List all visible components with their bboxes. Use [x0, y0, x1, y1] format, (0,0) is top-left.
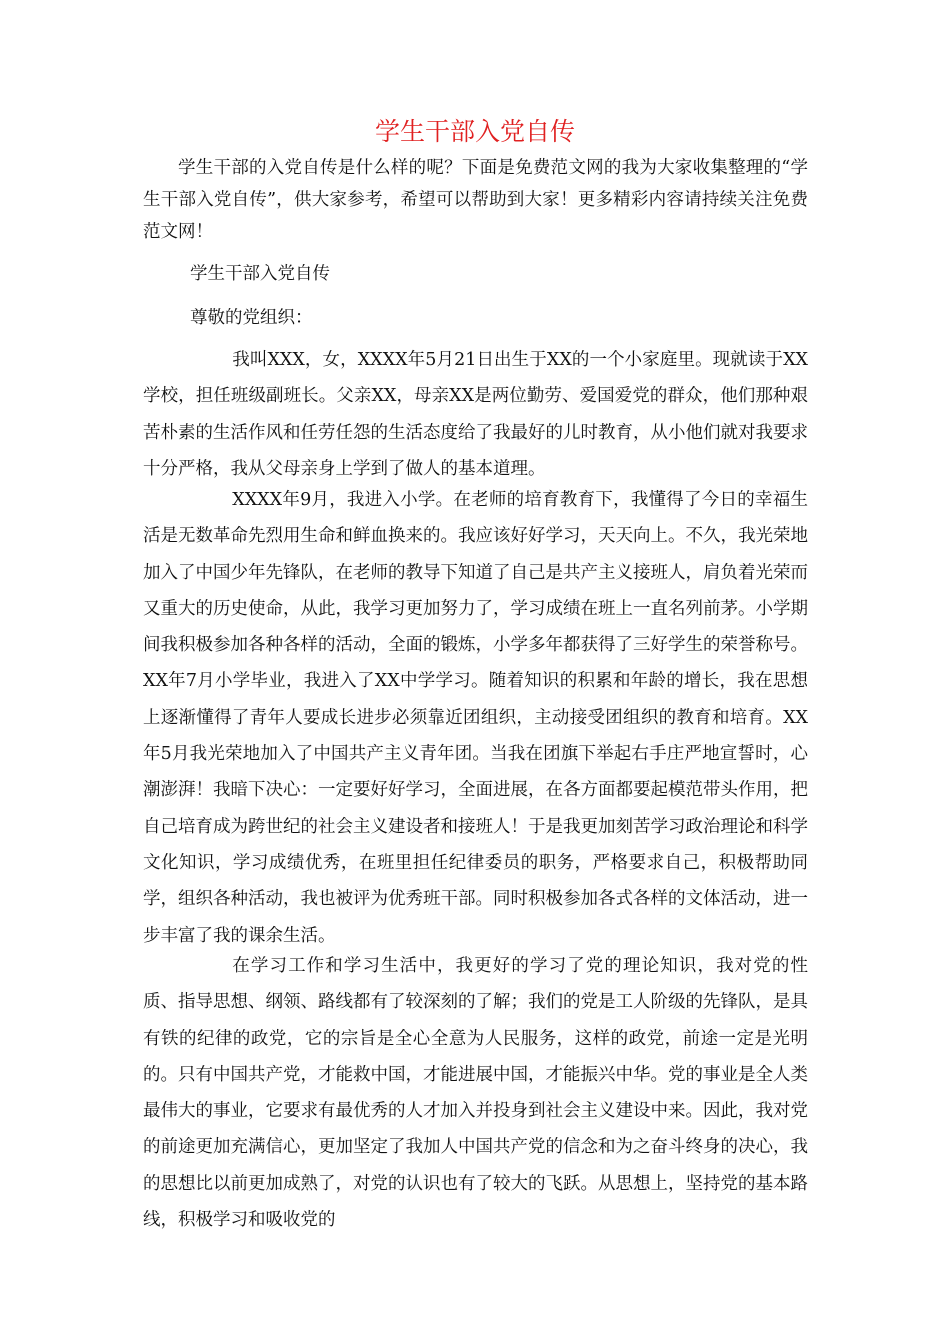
essay-heading: 学生干部入党自传: [190, 264, 330, 284]
body-paragraph: 我叫XXX，女，XXXX年5月21日出生于XX的一个小家庭里。现就读于XX学校，担任班级副班长。父亲XX，母亲XX是两位勤劳、爱国爱党的群众，他们那种艰苦朴素的生活作风和任劳任怨的生活态度给了我最好的儿时教育，从小他们就对我要求十分严格，我从父母亲身上学到了做人的基本道理。: [143, 350, 808, 479]
body-paragraph: XXXX年9月，我进入小学。在老师的培育教育下，我懂得了今日的幸福生活是无数革命先烈用生命和鲜血换来的。我应该好好学习，天天向上。不久，我光荣地加入了中国少年先锋队，在老师的教导下知道了自己是共产主义接班人，肩负着光荣而又重大的历史使命，从此，我学习更加努力了，学习成绩在班上一直名列前茅。小学期间我积极参加各种各样的活动，全面的锻炼，小学多年都获得了三好学生的荣誉称号。XX年7月小学毕业，我进入了XX中学学习。随着知识的积累和年龄的增长，我在思想上逐渐懂得了青年人要成长进步必须靠近团组织，主动接受团组织的教育和培育。XX年5月我光荣地加入了中国共产主义青年团。当我在团旗下举起右手庄严地宣誓时，心潮澎湃！我暗下决心：一定要好好学习，全面进展，在各方面都要起模范带头作用，把自己培育成为跨世纪的社会主义建设者和接班人！于是我更加刻苦学习政治理论和科学文化知识，学习成绩优秀，在班里担任纪律委员的职务，严格要求自己，积极帮助同学，组织各种活动，我也被评为优秀班干部。同时积极参加各式各样的文体活动，进一步丰富了我的课余生活。: [143, 490, 808, 946]
document-title: 学生干部入党自传: [374, 117, 575, 146]
body-paragraph: 在学习工作和学习生活中，我更好的学习了党的理论知识，我对党的性质、指导思想、纲领、路线都有了较深刻的了解；我们的党是工人阶级的先锋队，是具有铁的纪律的政党，它的宗旨是全心全意为人民服务，这样的政党，前途一定是光明的。只有中国共产党，才能救中国，才能进展中国，才能振兴中华。党的事业是全人类最伟大的事业，它要求有最优秀的人才加入并投身到社会主义建设中来。因此，我对党的前途更加充满信心，更加坚定了我加人中国共产党的信念和为之奋斗终身的决心，我的思想比以前更加成熟了，对党的认识也有了较大的飞跃。从思想上，坚持党的基本路线，积极学习和吸收党的: [143, 956, 808, 1231]
intro-paragraph: 学生干部的入党自传是什么样的呢？下面是免费范文网的我为大家收集整理的“学生干部入党自传”，供大家参考，希望可以帮助到大家！更多精彩内容请持续关注免费范文网！: [143, 158, 808, 242]
salutation: 尊敬的党组织：: [190, 308, 313, 328]
